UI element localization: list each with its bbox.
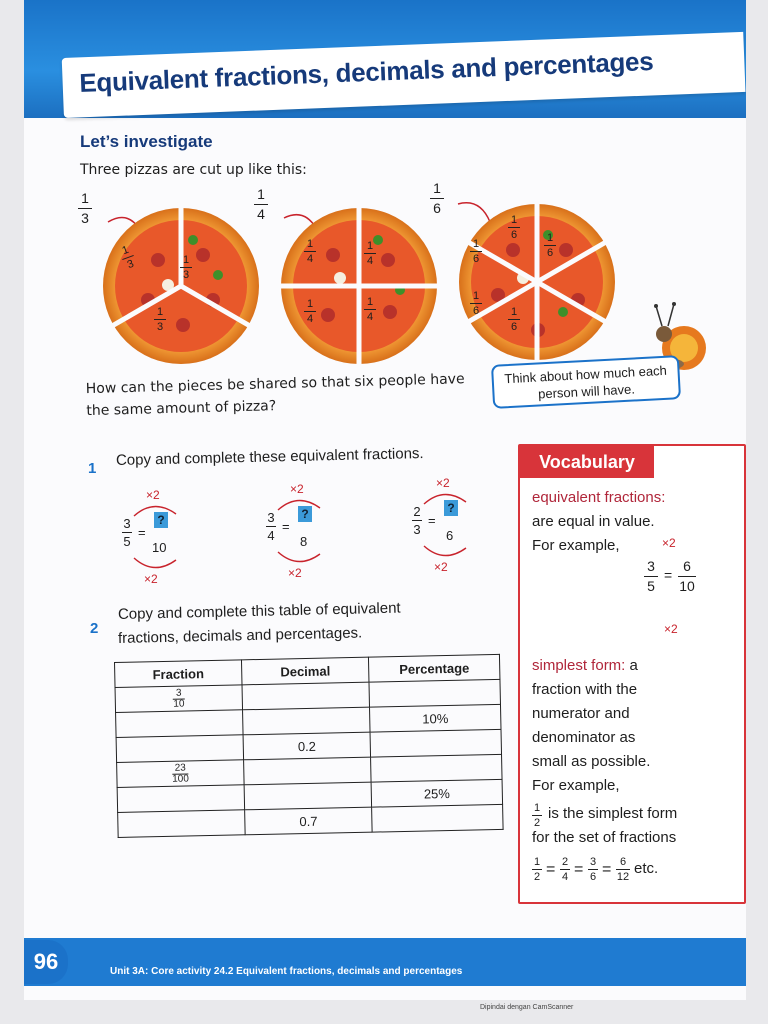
slice-label-den: 4 [306,313,314,325]
definition-line: For example, [532,777,620,794]
intro-text: Three pizzas are cut up like this: [80,162,307,178]
eq-2-left [266,510,276,543]
eq-2-right-den: 8 [300,534,308,549]
simplest-example-frac [532,802,542,829]
fraction-cell [116,710,244,738]
question-2-text-line-2: fractions, decimals and percentages. [117,624,363,647]
slice-label [154,306,166,333]
percentage-cell [372,804,503,832]
section-heading: Let’s investigate [80,132,213,151]
eq-1-right-den: 10 [152,540,167,555]
set-frac-num: 2 [561,856,569,868]
definition-line: fraction with the [532,681,638,698]
unknown-box: ? [154,512,168,528]
slice-label-den: 6 [510,229,518,241]
term-simplest-form: simplest form: [532,657,626,674]
decimal-cell [243,707,371,735]
pizza-thirds [103,206,259,364]
percentage-cell: 25% [371,779,502,807]
set-frac-4 [616,856,630,883]
slice-label-num: 1 [306,238,314,250]
slice-label-den: 3 [125,257,136,272]
decimal-cell [242,682,370,710]
fraction-den: 10 [173,698,185,710]
slice-label [180,254,192,281]
slice-label-den: 3 [156,321,164,333]
slice-label-den: 6 [472,305,480,317]
pizza-1-label-den: 3 [81,210,89,226]
ex-right [678,558,696,595]
set-frac-2 [560,856,570,883]
eq-2-left-num: 3 [267,510,275,525]
fraction-cell [117,785,245,813]
definition-line: denominator as [532,729,636,746]
fraction-set: 1 2 = 2 4 = 3 6 = 6 12 etc. [533,856,659,883]
question-1-number: 1 [88,460,97,477]
fraction-cell [116,735,244,763]
pizza-illustrations [78,200,618,370]
set-frac-den: 12 [616,871,630,883]
slice-label-num: 1 [472,238,480,250]
pizza-quarters [279,206,439,366]
slice-label-den: 6 [472,253,480,265]
multiplier-top: ×2 [436,476,450,490]
term-simplest-form-tail: a [625,657,638,674]
pizza-3-label-num: 1 [433,180,441,196]
eq-3-right-den: 6 [446,528,454,543]
definition-equivalent-fractions: are equal in value. [532,513,655,530]
decimal-cell [244,757,372,785]
term-equivalent-fractions: equivalent fractions: [532,489,666,506]
term-simplest-form-line [532,654,638,678]
multiply-arrows [268,488,338,578]
discussion-question: How can the pieces be shared so that six people have the same amount of pizza? [85,371,465,420]
slice-label [508,214,520,241]
equation-1: ×2 3 5 = ? 10 ×2 [116,488,196,588]
fraction-cell [115,685,243,713]
multiply-arrows [414,482,484,572]
arrow-icon [458,203,490,222]
question-2-text-line-1: Copy and complete this table of equivalent [117,599,401,623]
slice-label [304,238,316,265]
multiply-arrows [124,494,194,584]
page-title: Equivalent fractions, decimals and percentages [78,45,654,99]
ex-right-den: 10 [679,578,695,594]
slice-label-num: 1 [510,214,518,226]
hint-callout: Think about how much each person will have. [491,355,681,409]
header-fraction: Fraction [115,660,243,688]
ex-left-den: 5 [647,578,655,594]
vocab-example-equation: ×2 3 5 = 6 10 ×2 [644,558,724,638]
question-2-number: 2 [90,620,99,637]
slice-label [304,298,316,325]
definition-line: small as possible. [532,753,651,770]
percentage-cell [370,729,501,757]
vocabulary-box [518,444,746,904]
example-intro: For example, [532,537,620,554]
textbook-page [24,0,746,1000]
set-frac-num: 6 [619,856,627,868]
fraction-cell [118,810,246,838]
pizza-2-label-num: 1 [257,186,265,202]
eq-1-left [122,516,132,549]
simplest-example-num: 1 [533,802,541,814]
percentage-cell: 10% [370,704,501,732]
question-1-text: Copy and complete these equivalent fractions. [115,445,424,469]
multiplier-top: ×2 [290,482,304,496]
decimal-cell [244,782,372,810]
slice-label [544,232,556,259]
set-frac-num: 3 [589,856,597,868]
slice-label-den: 6 [546,247,554,259]
multiplier-bottom: ×2 [288,566,302,580]
pizza-3-label-den: 6 [433,200,441,216]
equation-3: ×2 2 3 = ? 6 ×2 [406,476,486,576]
fraction-den: 100 [172,772,189,785]
header-percentage: Percentage [369,654,500,682]
header-decimal: Decimal [242,657,370,685]
slice-label [364,296,376,323]
ex-right-num: 6 [683,558,691,574]
fraction-cell [117,760,245,788]
pizza-1-label-num: 1 [81,190,89,206]
ex-left-num: 3 [647,558,655,574]
scanner-watermark: Dipindai dengan CamScanner [480,1004,574,1011]
percentage-cell [371,754,502,782]
eq-3-left [412,504,422,537]
slice-label-den: 4 [366,311,374,323]
eq-1-left-den: 5 [123,534,131,549]
slice-label-num: 1 [546,232,554,244]
set-frac-num: 1 [533,856,541,868]
slice-label [508,306,520,333]
slice-label [470,290,482,317]
set-frac-den: 4 [561,871,569,883]
multiplier-bottom: ×2 [144,572,158,586]
slice-label-den: 6 [510,321,518,333]
eq-1-left-num: 3 [123,516,131,531]
simplest-example-text-2: for the set of fractions [532,829,677,846]
footer-bar [24,938,746,986]
eq-3-left-den: 3 [413,522,421,537]
slice-label-num: 1 [120,243,131,258]
slice-label-num: 1 [182,254,190,266]
vocabulary-heading: Vocabulary [520,446,654,478]
set-frac-1 [532,856,542,883]
set-frac-den: 6 [589,871,597,883]
multiplier-top: ×2 [146,488,160,502]
unknown-box: ? [444,500,458,516]
simplest-example-den: 2 [533,817,541,829]
slice-label-num: 1 [510,306,518,318]
multiplier-bottom: ×2 [664,622,678,636]
eq-2-left-den: 4 [267,528,275,543]
slice-label-den: 3 [182,269,190,281]
set-frac-den: 2 [533,871,541,883]
slice-label-den: 4 [306,253,314,265]
eq-3-left-num: 2 [413,504,421,519]
fraction-num: 3 [175,687,182,699]
slice-label [470,238,482,265]
conversion-table [114,654,504,838]
multiplier-bottom: ×2 [434,560,448,574]
definition-line: numerator and [532,705,630,722]
pizza-2-label-den: 4 [257,206,265,222]
equation-2: ×2 3 4 = ? 8 ×2 [260,482,340,582]
slice-label-num: 1 [366,240,374,252]
decimal-cell: 0.2 [243,732,371,760]
etc-text: etc. [634,860,659,877]
page-number: 96 [24,940,68,984]
multiplier-top: ×2 [662,536,676,550]
slice-label-num: 1 [306,298,314,310]
slice-label-num: 1 [472,290,480,302]
pizza-sixths [459,202,615,362]
percentage-cell [369,679,500,707]
unknown-box: ? [298,506,312,522]
slice-label-num: 1 [366,296,374,308]
slice-label [364,240,376,267]
slice-label-den: 4 [366,255,374,267]
decimal-cell: 0.7 [245,807,373,835]
set-frac-3 [588,856,598,883]
slice-label-num: 1 [156,306,164,318]
footer-unit-text: Unit 3A: Core activity 24.2 Equivalent fractions, decimals and percentages [110,966,463,977]
ex-left [644,558,658,595]
simplest-example-text: is the simplest form [548,805,678,822]
fraction-num: 23 [174,762,186,774]
